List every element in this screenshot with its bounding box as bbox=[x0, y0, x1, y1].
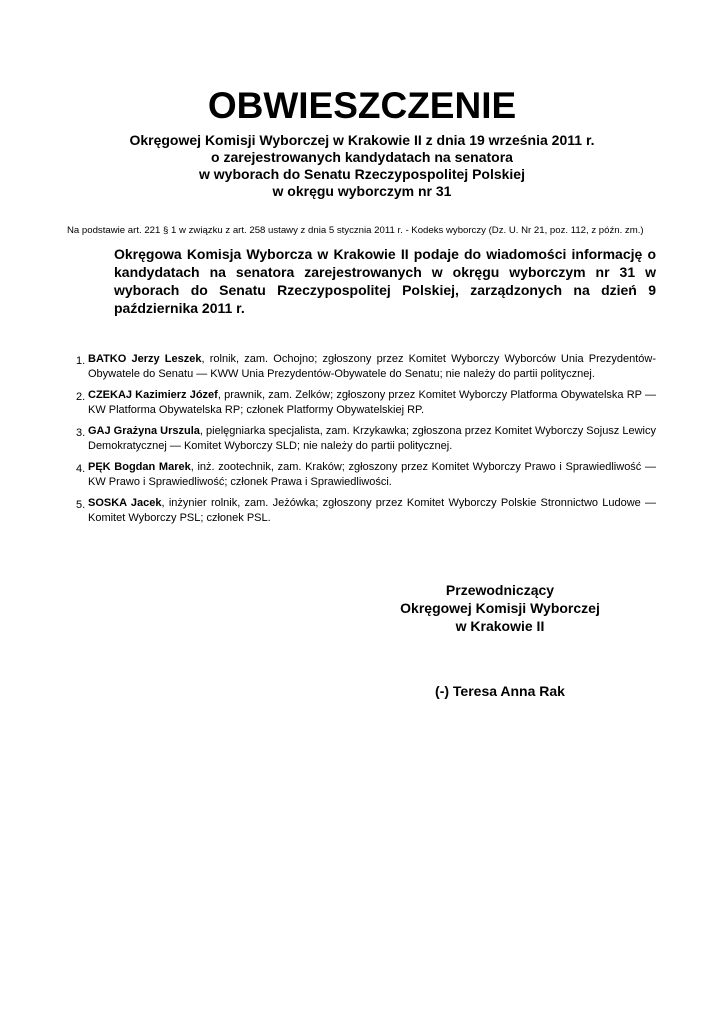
document-subtitle bbox=[60, 132, 664, 200]
candidate-item bbox=[66, 424, 656, 454]
subtitle-line: w okręgu wyborczym nr 31 bbox=[272, 183, 452, 199]
candidate-item bbox=[66, 352, 656, 382]
signature-block bbox=[385, 581, 615, 635]
candidate-details: , rolnik, zam. Ochojno; zgłoszony przez Komitet Wyborczy Wyborców Unia Prezydentów-Obywatele do Senatu — KWW Unia Prezydentów-Obywatele do Senatu; nie należy do partii politycznej. bbox=[88, 353, 656, 380]
legal-basis: Na podstawie art. 221 § 1 w związku z art. 258 ustawy z dnia 5 stycznia 2011 r. - Kodeks wyborczy (Dz. U. Nr 21, poz. 112, z późn. zm.) bbox=[67, 225, 644, 236]
candidate-details: , inż. zootechnik, zam. Kraków; zgłoszony przez Komitet Wyborczy Prawo i Sprawiedliwość — KW Prawo i Sprawiedliwość; członek Prawa i Sprawiedliwości. bbox=[88, 461, 656, 488]
candidate-name: GAJ Grażyna Urszula bbox=[88, 425, 200, 437]
candidate-details: , inżynier rolnik, zam. Jeżówka; zgłoszony przez Komitet Wyborczy Polskie Stronnictwo Ludowe — Komitet Wyborczy PSL; członek PSL. bbox=[88, 497, 656, 524]
signer-name: (-) Teresa Anna Rak bbox=[435, 683, 565, 699]
signature-line: Okręgowej Komisji Wyborczej bbox=[400, 600, 600, 616]
document-title: OBWIESZCZENIE bbox=[207, 85, 517, 126]
subtitle-line: w wyborach do Senatu Rzeczypospolitej Polskiej bbox=[199, 166, 525, 182]
candidate-number: 1. bbox=[76, 355, 86, 367]
candidate-details: , prawnik, zam. Zelków; zgłoszony przez Komitet Wyborczy Platforma Obywatelska RP — KW Platforma Obywatelska RP; członek Platformy Obywatelskiej RP. bbox=[88, 389, 656, 416]
candidate-number: 2. bbox=[76, 391, 86, 403]
candidate-number: 5. bbox=[76, 499, 86, 511]
candidate-name: SOSKA Jacek bbox=[88, 497, 162, 509]
candidate-item bbox=[66, 460, 656, 490]
candidate-name: PĘK Bogdan Marek bbox=[88, 461, 191, 473]
subtitle-line: Okręgowej Komisji Wyborczej w Krakowie II z dnia 19 września 2011 r. bbox=[129, 132, 595, 148]
intro-paragraph: Okręgowa Komisja Wyborcza w Krakowie II podaje do wiadomości informację o kandydatach na senatora zarejestrowanych w okręgu wyborczym nr 31 w wyborach do Senatu Rzeczypospolitej Polskiej, zarządzonych na dzień 9 października 2011 r. bbox=[114, 246, 656, 316]
candidate-number: 4. bbox=[76, 463, 86, 475]
signature-line: Przewodniczący bbox=[445, 582, 555, 598]
candidate-name: CZEKAJ Kazimierz Józef bbox=[88, 389, 218, 401]
candidate-list bbox=[66, 352, 656, 532]
candidate-number: 3. bbox=[76, 427, 86, 439]
candidate-details: , pielęgniarka specjalista, zam. Krzykawka; zgłoszona przez Komitet Wyborczy Sojusz Lewicy Demokratycznej — Komitet Wyborczy SLD; nie należy do partii politycznej. bbox=[88, 425, 657, 452]
candidate-name: BATKO Jerzy Leszek bbox=[88, 353, 202, 365]
candidate-item bbox=[66, 388, 656, 418]
subtitle-line: o zarejestrowanych kandydatach na senatora bbox=[211, 149, 513, 165]
signature-line: w Krakowie II bbox=[455, 618, 545, 634]
candidate-item bbox=[66, 496, 656, 526]
